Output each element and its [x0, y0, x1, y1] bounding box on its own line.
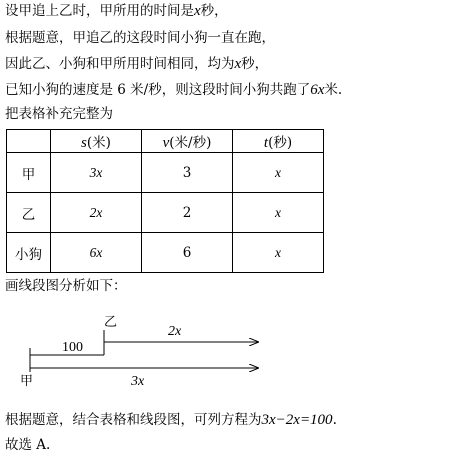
cell-v: 2 [142, 193, 233, 233]
table-row [7, 193, 324, 233]
table-row [7, 153, 324, 193]
variable-x: x [234, 56, 242, 72]
equation: 3x−2x=100 [261, 412, 333, 428]
variable-6x: 6x [310, 82, 325, 98]
row-label: 甲 [7, 153, 51, 193]
cell-v: 6 [142, 233, 233, 273]
row-label: 乙 [7, 193, 51, 233]
segment-diagram [0, 300, 462, 395]
cell-t: x [233, 233, 324, 273]
line-1-text: 设甲追上乙时，甲所用的时间是 [5, 3, 194, 19]
line-5-text: 把表格补充完整为 [5, 106, 113, 122]
text-line-5 [5, 105, 113, 123]
table-header-v: v(米/秒) [142, 130, 233, 153]
line-2-text: 根据题意，甲追乙的这段时间小狗一直在跑， [5, 30, 275, 46]
table-header-t: t(秒) [233, 130, 324, 153]
answer-line [5, 436, 50, 454]
variable-x: x [194, 3, 201, 19]
table-header-s: s(米) [51, 130, 142, 153]
diagram-intro [5, 277, 127, 295]
label-100: 100 [62, 340, 83, 355]
label-jia: 甲 [20, 374, 34, 389]
data-table [6, 129, 324, 273]
answer-text: 故选 A. [5, 437, 51, 453]
line-4-text: 已知小狗的速度是 6 米/秒，则这段时间小狗共跑了 [5, 82, 311, 98]
text-line-2 [5, 29, 275, 47]
cell-v: 3 [142, 153, 233, 193]
text-line-4 [5, 81, 342, 99]
conclusion-period: . [332, 412, 337, 428]
row-label: 小狗 [7, 233, 51, 273]
diagram-intro-text: 画线段图分析如下： [5, 278, 127, 294]
table-row [7, 233, 324, 273]
table-header-row [7, 130, 324, 153]
line-1-suffix: 秒， [200, 3, 228, 19]
text-line-1 [5, 2, 228, 20]
label-2x: 2x [168, 324, 182, 339]
cell-t: x [233, 193, 324, 233]
cell-s: 6x [51, 233, 142, 273]
table-header-empty [7, 130, 51, 153]
label-yi: 乙 [104, 315, 118, 330]
text-line-3 [5, 55, 268, 73]
line-3-suffix: 秒， [241, 56, 269, 72]
cell-s: 2x [51, 193, 142, 233]
line-3-text: 因此乙、小狗和甲所用时间相同，均为 [5, 56, 235, 72]
cell-t: x [233, 153, 324, 193]
conclusion-line [5, 411, 337, 429]
cell-s: 3x [51, 153, 142, 193]
line-4-suffix: 米. [324, 82, 343, 98]
label-3x: 3x [131, 374, 145, 389]
conclusion-text: 根据题意，结合表格和线段图，可列方程为 [5, 412, 262, 428]
